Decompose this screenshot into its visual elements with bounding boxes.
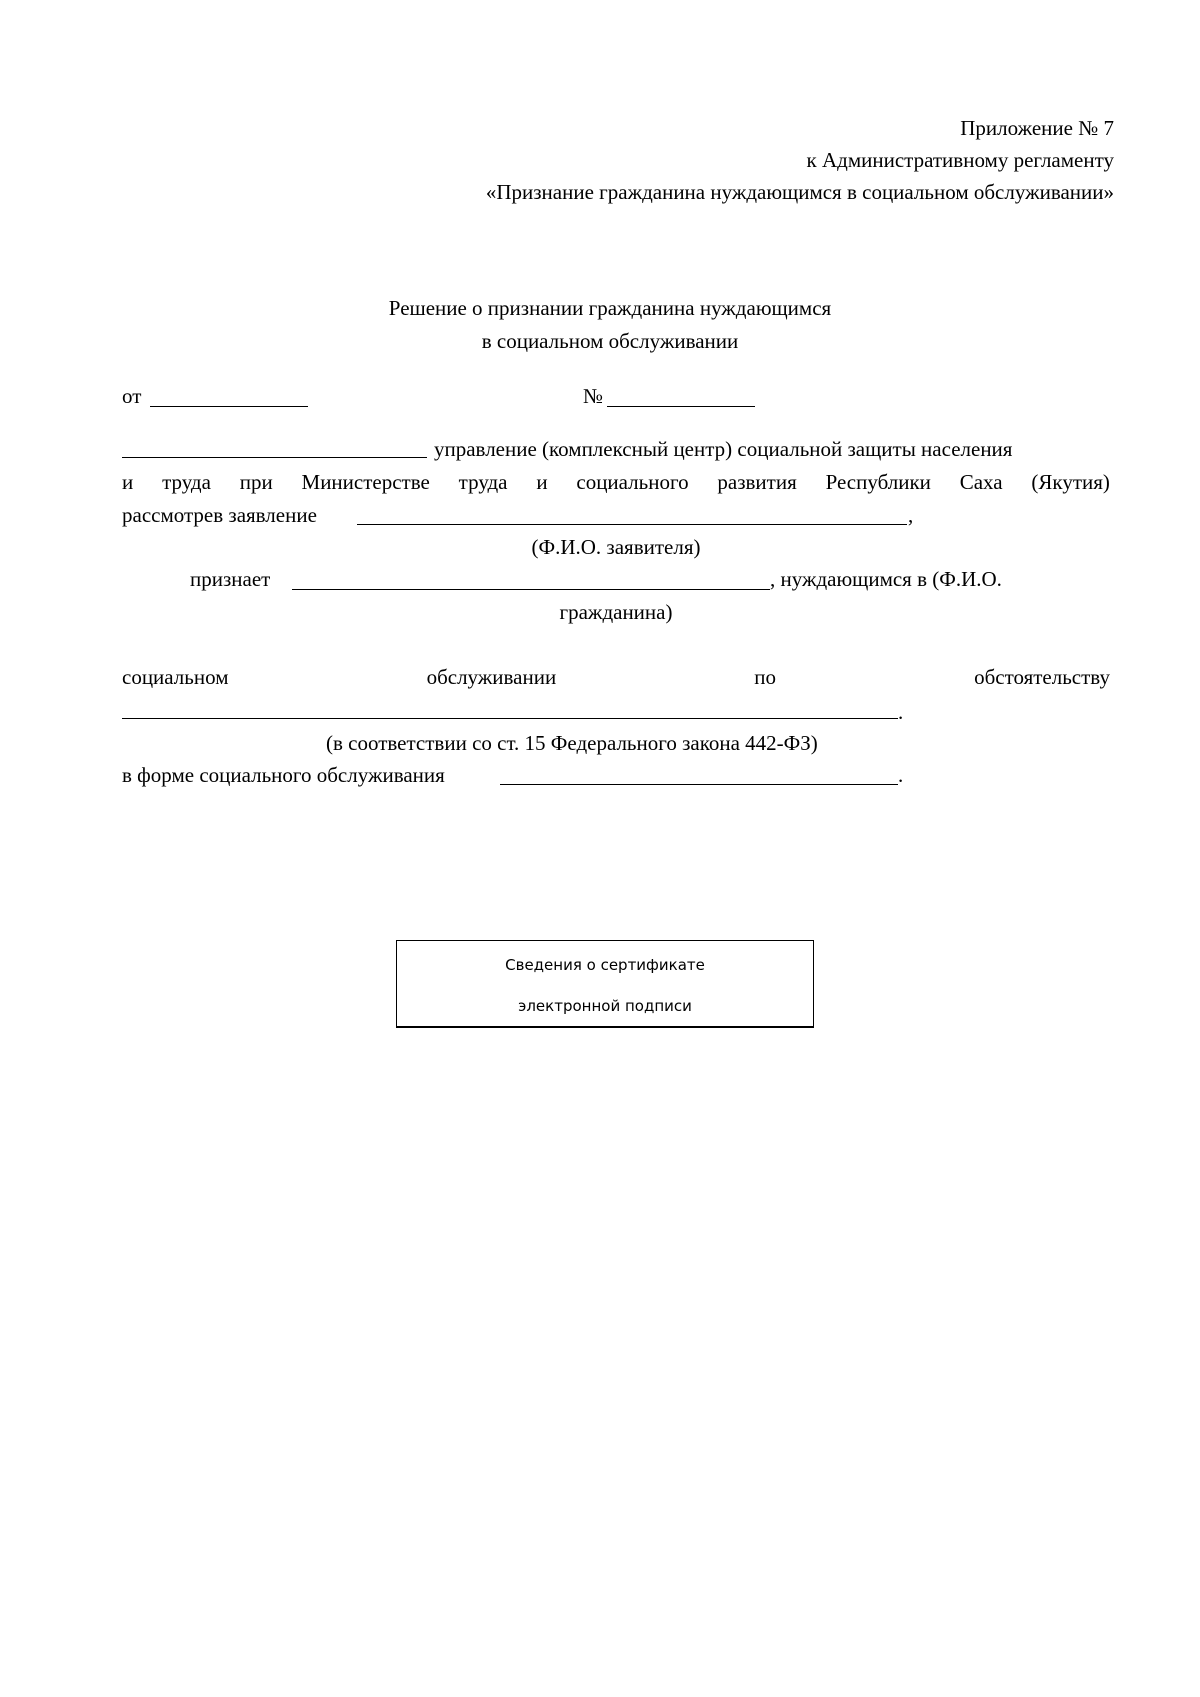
word: социальном [122,665,229,689]
period: . [898,700,904,724]
law-caption: (в соответствии со ст. 15 Федерального закона 442-ФЗ) [326,731,818,755]
service-form-label: в форме социального обслуживания [122,763,445,787]
word: Саха [959,470,1003,494]
word: Министерстве [301,470,430,494]
service-form-field[interactable] [500,784,898,785]
regulation-title: «Признание гражданина нуждающимся в социальном обслуживании» [485,180,1114,204]
word: по [754,665,777,689]
department-name-field[interactable] [122,457,427,458]
signature-certificate-box [396,940,814,1028]
word: труда [458,470,508,494]
considered-label: рассмотрев заявление [122,503,317,527]
word: труда [162,470,211,494]
circumstance-text [122,667,1110,688]
citizen-caption: гражданина) [559,600,673,624]
word: при [239,470,273,494]
comma: , [908,503,914,527]
word: и [122,470,134,494]
citizen-name-field[interactable] [292,589,770,590]
signature-box-line2: электронной подписи [518,997,692,1015]
appendix-number: Приложение № 7 [960,116,1114,140]
signature-box-line1: Сведения о сертификате [505,956,705,974]
circumstance-field[interactable] [122,718,898,719]
number-field[interactable] [607,406,755,407]
word: Республики [825,470,931,494]
regulation-reference: к Административному регламенту [806,148,1114,172]
applicant-caption: (Ф.И.О. заявителя) [531,535,701,559]
recognizes-label: признает [190,567,271,591]
word: (Якутия) [1031,470,1110,494]
word: социального [576,470,689,494]
document-title-line2: в социальном обслуживании [481,329,739,353]
date-field[interactable] [150,406,308,407]
number-label: № [583,384,604,408]
word: развития [717,470,797,494]
word: и [536,470,548,494]
needing-text: , нуждающимся в (Ф.И.О. [770,567,1002,591]
document-title-line1: Решение о признании гражданина нуждающимся [388,296,832,320]
period: . [898,763,904,787]
date-label: от [122,384,142,408]
department-text: управление (комплексный центр) социальной защиты населения [434,437,1013,461]
word: обстоятельству [974,665,1110,689]
application-field[interactable] [357,524,907,525]
ministry-text [122,472,1110,493]
word: обслуживании [426,665,557,689]
